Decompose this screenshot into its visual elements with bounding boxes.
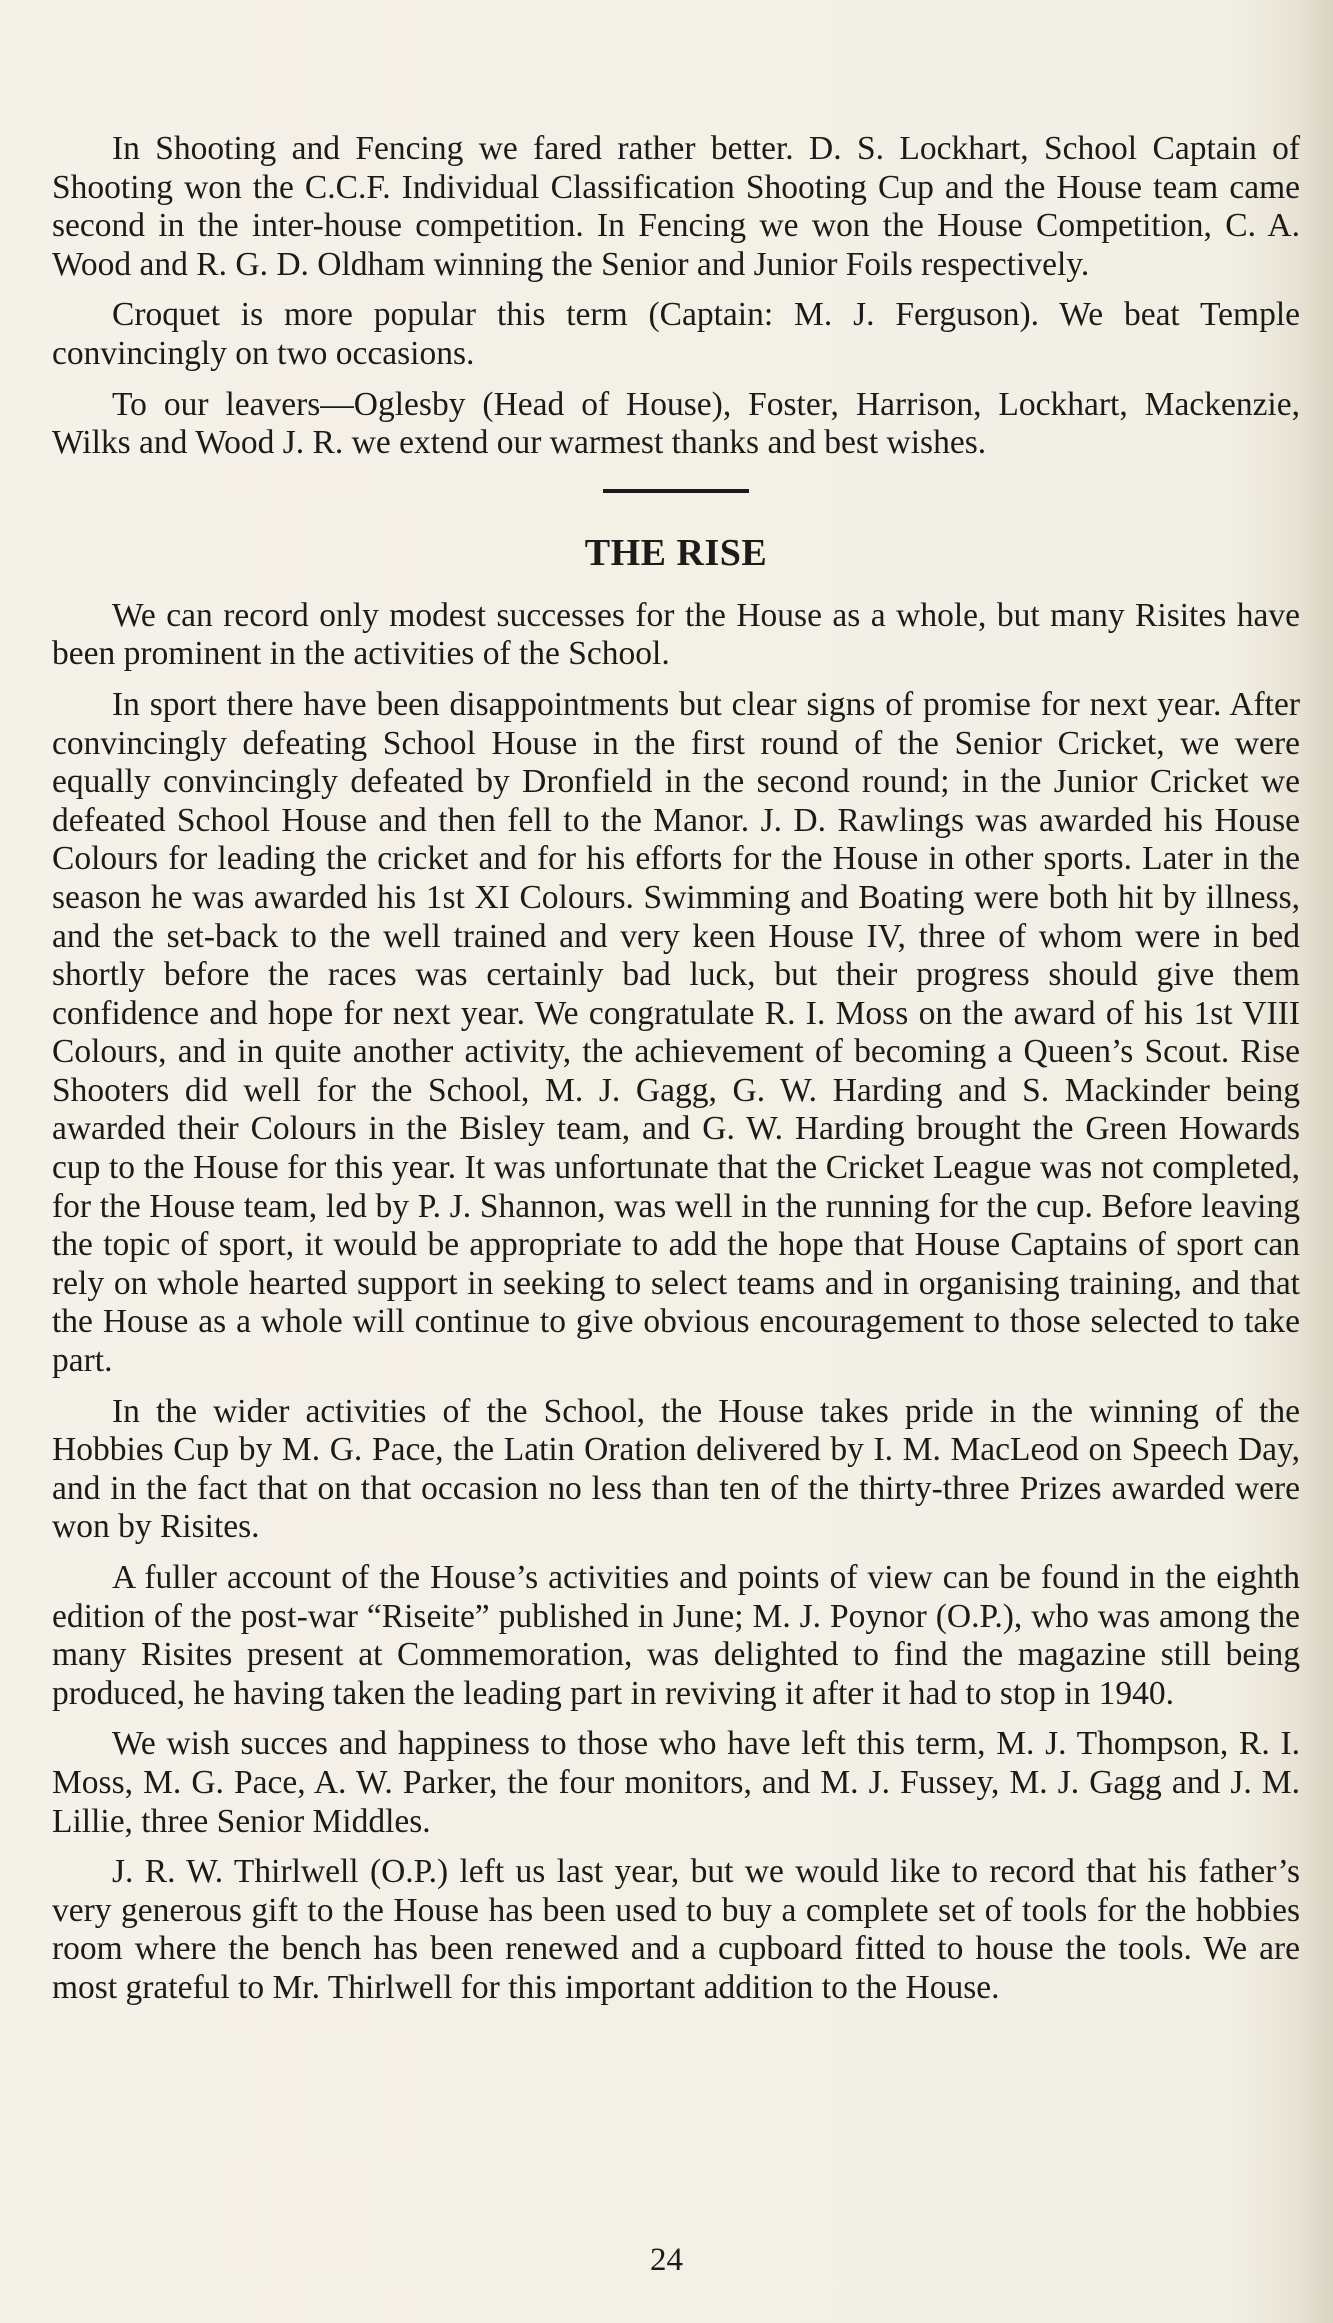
document-body bbox=[52, 130, 1300, 2020]
paragraph-wider-activities: In the wider activities of the School, the House takes pride in the winning of the Hobbies Cup by M. G. Pace, the Latin Oration delivered by I. M. MacLeod on Speech Day, and in the fact that on that occasion no less than ten of the thirty-three Prizes awarded were won by Risites. bbox=[52, 1392, 1300, 1546]
paragraph-riseite-magazine: A fuller account of the House’s activities and points of view can be found in the eighth edition of the post-war “Riseite” published in June; M. J. Poynor (O.P.), who was among the many Risites present at Commemoration, was delighted to find the magazine still being produced, he having taken the leading part in reviving it after it had to stop in 1940. bbox=[52, 1559, 1300, 1712]
paragraph-intro: We can record only modest successes for the House as a whole, but many Risites have been prominent in the activities of the School. bbox=[52, 596, 1300, 673]
paragraph-leavers: To our leavers—Oglesby (Head of House), Foster, Harrison, Lockhart, Mackenzie, Wilks and Wood J. R. we extend our warmest thanks and best wishes. bbox=[52, 385, 1300, 462]
paragraph-croquet: Croquet is more popular this term (Captain: M. J. Ferguson). We beat Temple convincingly on two occasions. bbox=[52, 296, 1300, 372]
paragraph-farewells: We wish succes and happiness to those who have left this term, M. J. Thompson, R. I. Moss, M. G. Pace, A. W. Parker, the four monitors, and M. J. Fussey, M. J. Gagg and J. M. Lillie, three Senior Middles. bbox=[52, 1725, 1300, 1840]
section-divider-rule bbox=[603, 489, 749, 493]
paragraph-sport: In sport there have been disappointments but clear signs of promise for next year. After convincingly defeating School House in the first round of the Senior Cricket, we were equally convincingly defeated by Dronfield in the second round; in the Junior Cricket we defeated School House and then fell to the Manor. J. D. Rawlings was awarded his House Colours for leading the cricket and for his efforts for the House in other sports. Later in the season he was awarded his 1st XI Colours. Swimming and Boating were both hit by illness, and the set-back to the well trained and very keen House IV, three of whom were in bed shortly before the races was certainly bad luck, but their progress should give them confidence and hope for next year. We congratulate R. I. Moss on the award of his 1st VIII Colours, and in quite another activity, the achievement of becoming a Queen’s Scout. Rise Shooters did well for the School, M. J. Gagg, G. W. Harding and S. Mackinder being awarded their Colours in the Bisley team, and G. W. Harding brought the Green Howards cup to the House for this year. It was unfortunate that the Cricket League was not completed, for the House team, led by P. J. Shannon, was well in the running for the cup. Before leaving the topic of sport, it would be appropriate to add the hope that House Captains of sport can rely on whole hearted support in seeking to select teams and in organising training, and that the House as a whole will continue to give obvious encouragement to those selected to take part. bbox=[52, 685, 1300, 1380]
section-heading: THE RISE bbox=[584, 531, 768, 574]
page-number: 24 bbox=[650, 2242, 683, 2278]
paragraph-shooting-fencing: In Shooting and Fencing we fared rather better. D. S. Lockhart, School Captain of Shooting won the C.C.F. Individual Classification Shooting Cup and the House team came second in the inter-house competition. In Fencing we won the House Competition, C. A. Wood and R. G. D. Oldham winning the Senior and Junior Foils respectively. bbox=[52, 130, 1300, 283]
paragraph-thirlwell-gift: J. R. W. Thirlwell (O.P.) left us last year, but we would like to record that his father’s very generous gift to the House has been used to buy a complete set of tools for the hobbies room where the bench has been renewed and a cupboard fitted to house the tools. We are most grateful to Mr. Thirlwell for this important addition to the House. bbox=[52, 1853, 1300, 2006]
